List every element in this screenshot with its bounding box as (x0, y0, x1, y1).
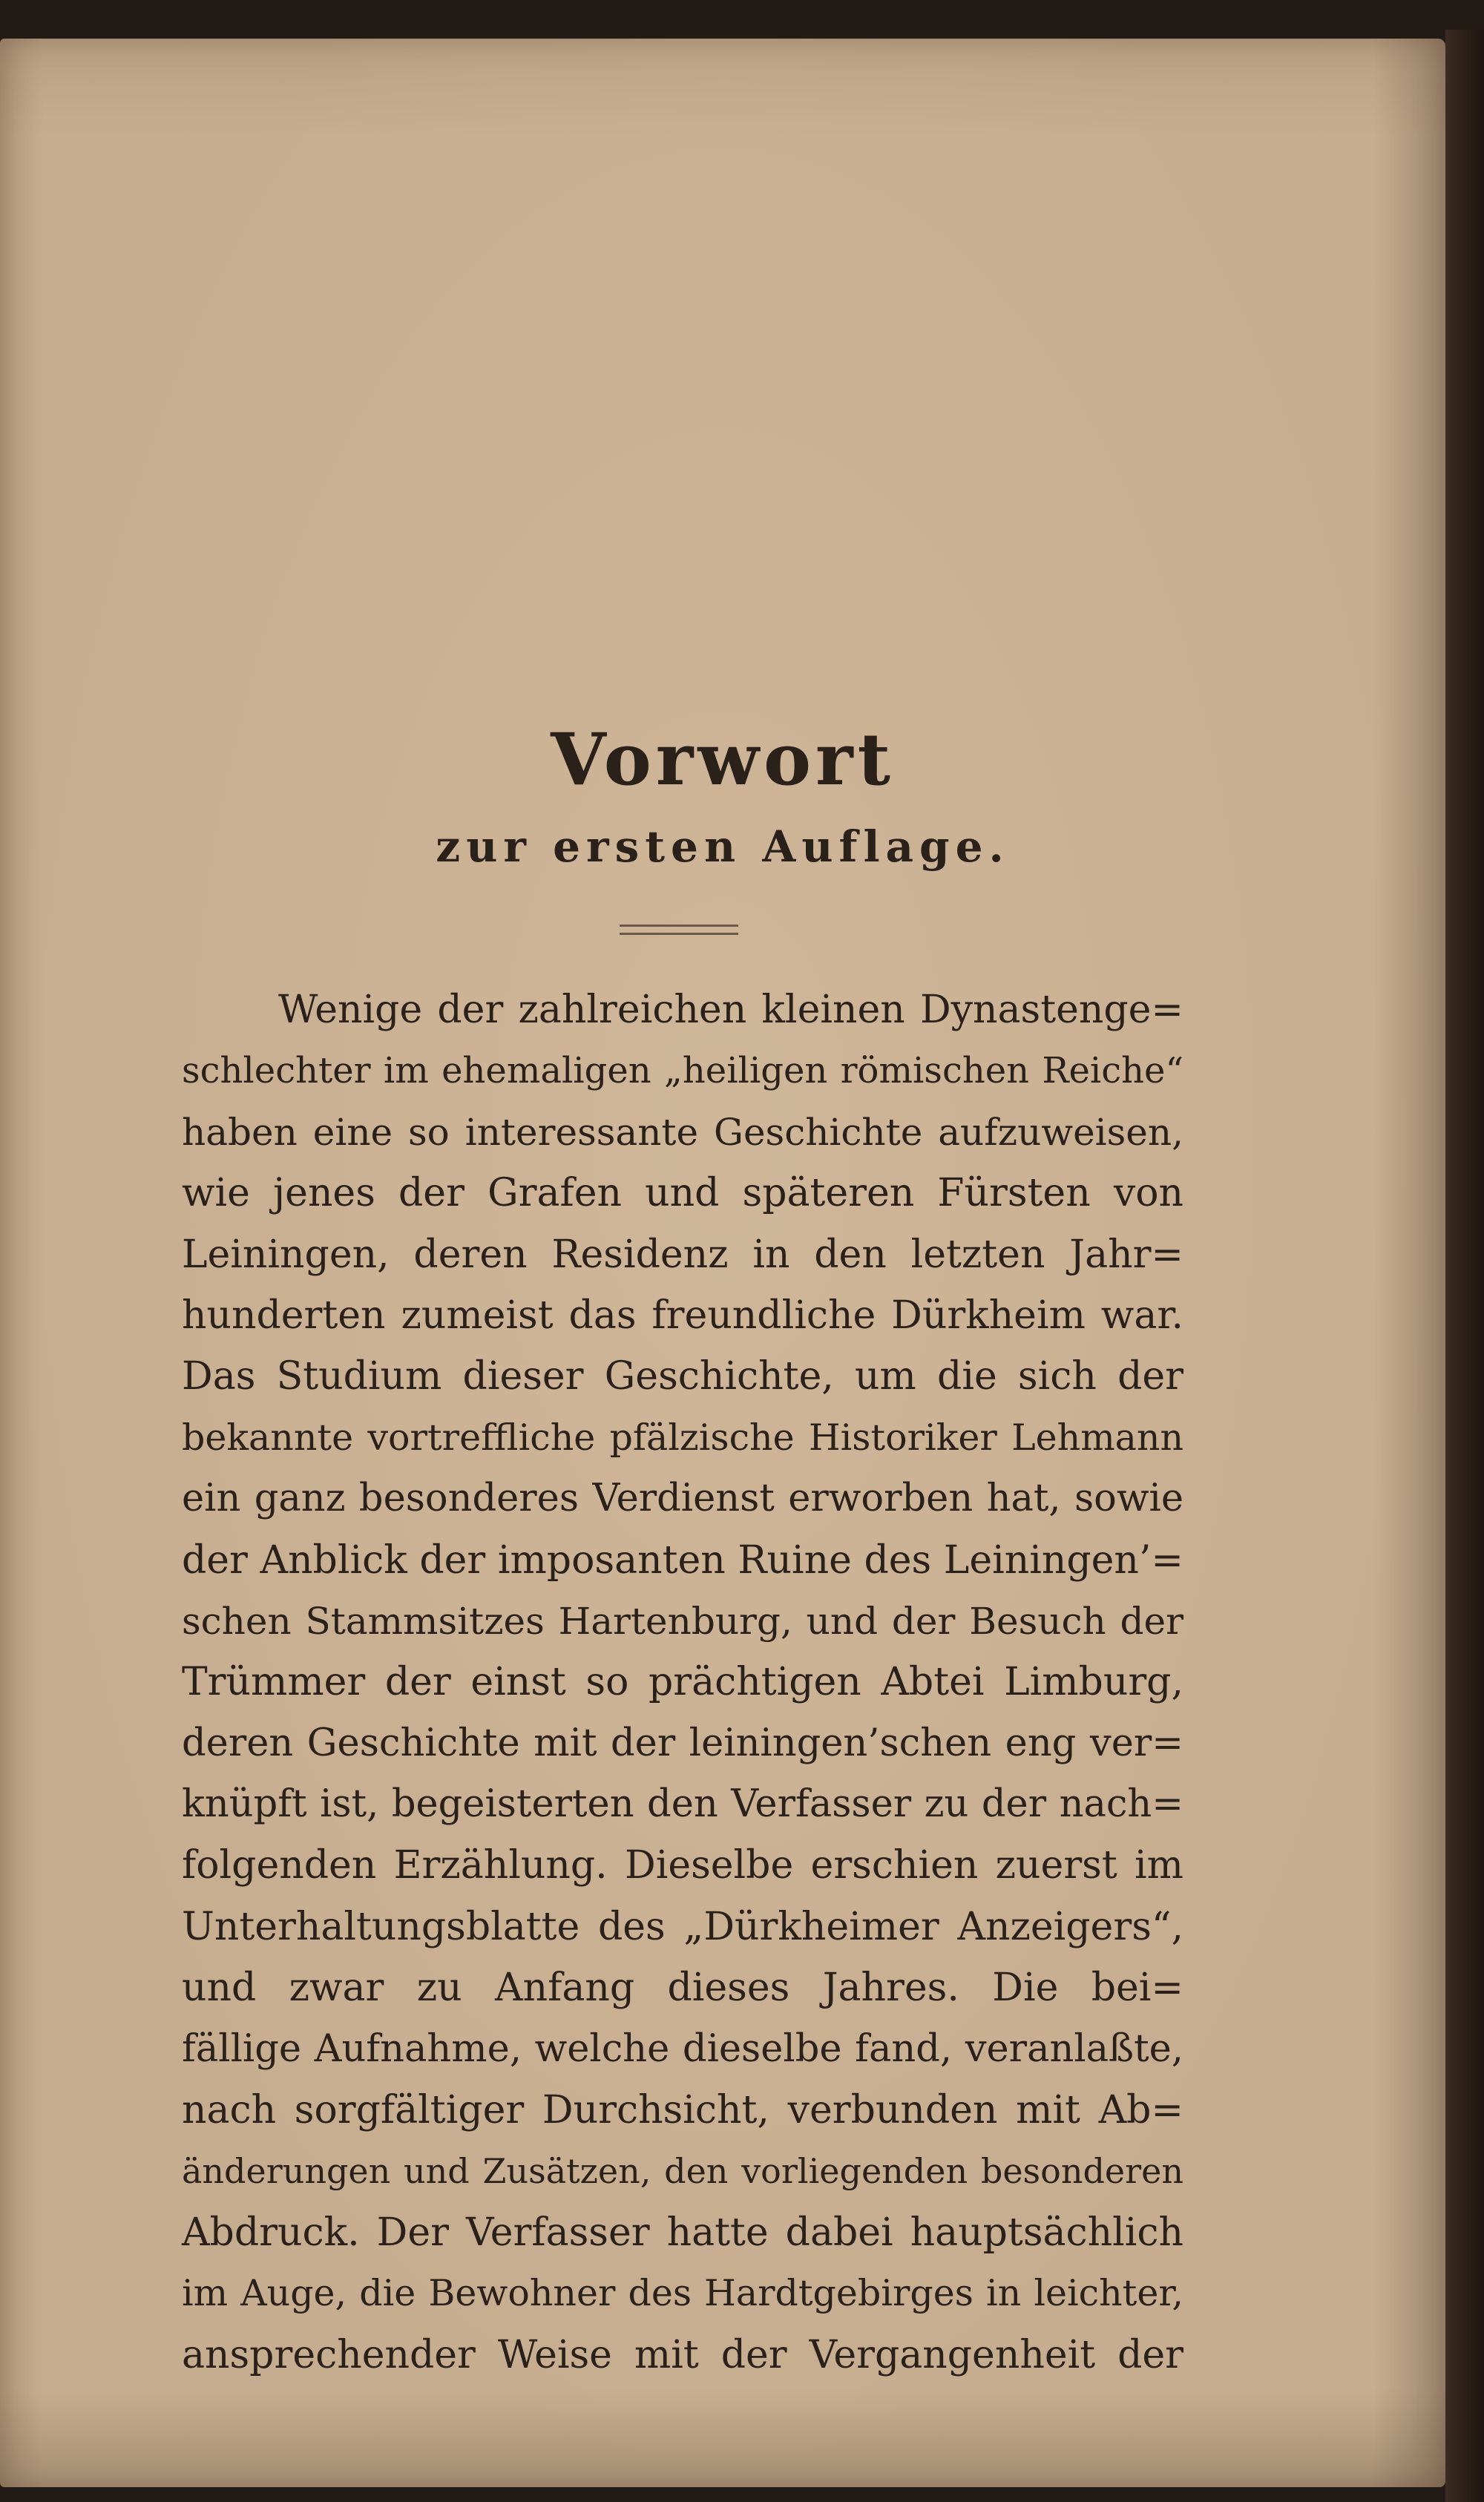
text-line: haben eine so interessante Geschichte aufzuweisen, (182, 1110, 1183, 1154)
text-line: Leiningen, deren Residenz in den letzten Jahr= (182, 1232, 1183, 1277)
text-line: knüpft ist, begeisterten den Verfasser zu der nach= (182, 1782, 1183, 1827)
text-line: wie jenes der Grafen und späteren Fürsten von (182, 1171, 1183, 1216)
text-line: fällige Aufnahme, welche dieselbe fand, veranlaßte, (182, 2026, 1183, 2071)
text-line: Trümmer der einst so prächtigen Abtei Limburg, (182, 1660, 1183, 1705)
divider-rule-top (620, 925, 738, 927)
book-page (0, 39, 1445, 2487)
text-line: schlechter im ehemaligen „heiligen römischen Reiche“ (182, 1050, 1183, 1092)
text-line: im Auge, die Bewohner des Hardtgebirges in leichter, (182, 2272, 1183, 2315)
text-line: schen Stammsitzes Hartenburg, und der Besuch der (182, 1599, 1183, 1643)
text-line: Wenige der zahlreichen kleinen Dynastenge= (278, 988, 1183, 1032)
text-line: und zwar zu Anfang dieses Jahres. Die bei= (182, 1966, 1183, 2011)
text-line: deren Geschichte mit der leiningen’schen eng ver= (182, 1721, 1183, 1765)
text-line: der Anblick der imposanten Ruine des Leiningen’= (182, 1537, 1183, 1583)
page-subtitle: zur ersten Auflage. (436, 821, 1010, 872)
text-line: folgenden Erzählung. Dieselbe erschien zuerst im (182, 1843, 1183, 1888)
text-line: Abdruck. Der Verfasser hatte dabei hauptsächlich (182, 2210, 1183, 2255)
text-line: ein ganz besonderes Verdienst erworben hat, sowie (182, 1477, 1183, 1521)
text-line: Das Studium dieser Geschichte, um die sich der (182, 1354, 1183, 1399)
book-spine-edge (1445, 30, 1484, 2502)
body-text (182, 979, 1183, 2386)
text-line: änderungen und Zusätzen, den vorliegenden besonderen (182, 2151, 1183, 2192)
divider-rule-bottom (620, 933, 738, 935)
text-line: hunderten zumeist das freundliche Dürkheim war. (182, 1293, 1183, 1338)
text-line: bekannte vortreffliche pfälzische Historiker Lehmann (182, 1416, 1183, 1459)
text-line: Unterhaltungsblatte des „Dürkheimer Anzeigers“, (182, 1904, 1183, 1949)
text-line: ansprechender Weise mit der Vergangenheit der (182, 2332, 1183, 2377)
text-line: nach sorgfältiger Durchsicht, verbunden mit Ab= (182, 2088, 1183, 2133)
page-title: Vorwort (551, 718, 895, 801)
